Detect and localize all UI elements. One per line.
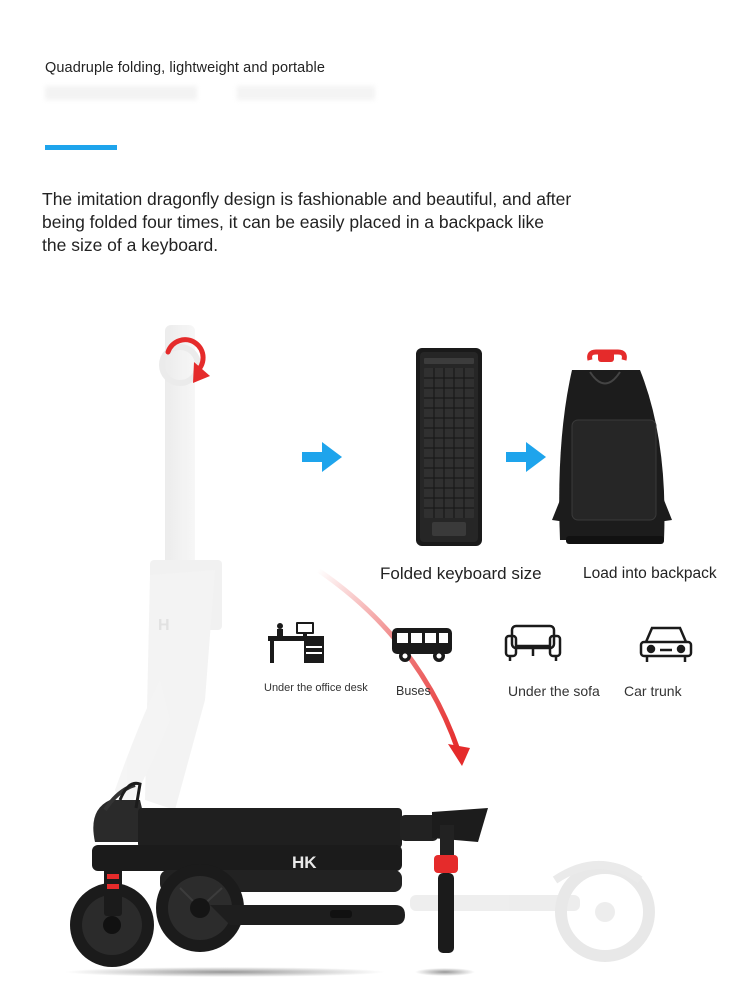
label-office: Under the office desk — [264, 682, 368, 694]
label-bus: Buses — [396, 684, 431, 698]
right-arrow-icon — [302, 442, 342, 472]
label-car: Car trunk — [624, 683, 682, 699]
car-icon — [641, 628, 691, 662]
label-sofa: Under the sofa — [508, 683, 600, 699]
right-arrow-icon — [506, 442, 546, 472]
fold-motion-arrow — [318, 570, 470, 766]
ground-shadow — [65, 967, 385, 977]
headline: Quadruple folding, lightweight and portable — [45, 60, 325, 76]
desk-icon — [268, 622, 324, 663]
caption-keyboard: Folded keyboard size — [380, 564, 542, 583]
caption-backpack: Load into backpack — [583, 565, 717, 582]
folded-scooter — [70, 783, 488, 967]
keyboard-image — [416, 348, 482, 546]
svg-text:H: H — [158, 617, 170, 634]
sofa-icon — [506, 626, 560, 661]
ghost-scooter-stem — [115, 325, 222, 815]
description: The imitation dragonfly design is fashionable and beautiful, and after being folded four times, it can be easily placed in a backpack like the size of a keyboard. — [42, 189, 572, 255]
backpack-image — [552, 350, 672, 544]
brand-mark: HK — [292, 853, 317, 872]
ground-shadow — [415, 968, 475, 976]
bus-icon — [392, 628, 452, 662]
